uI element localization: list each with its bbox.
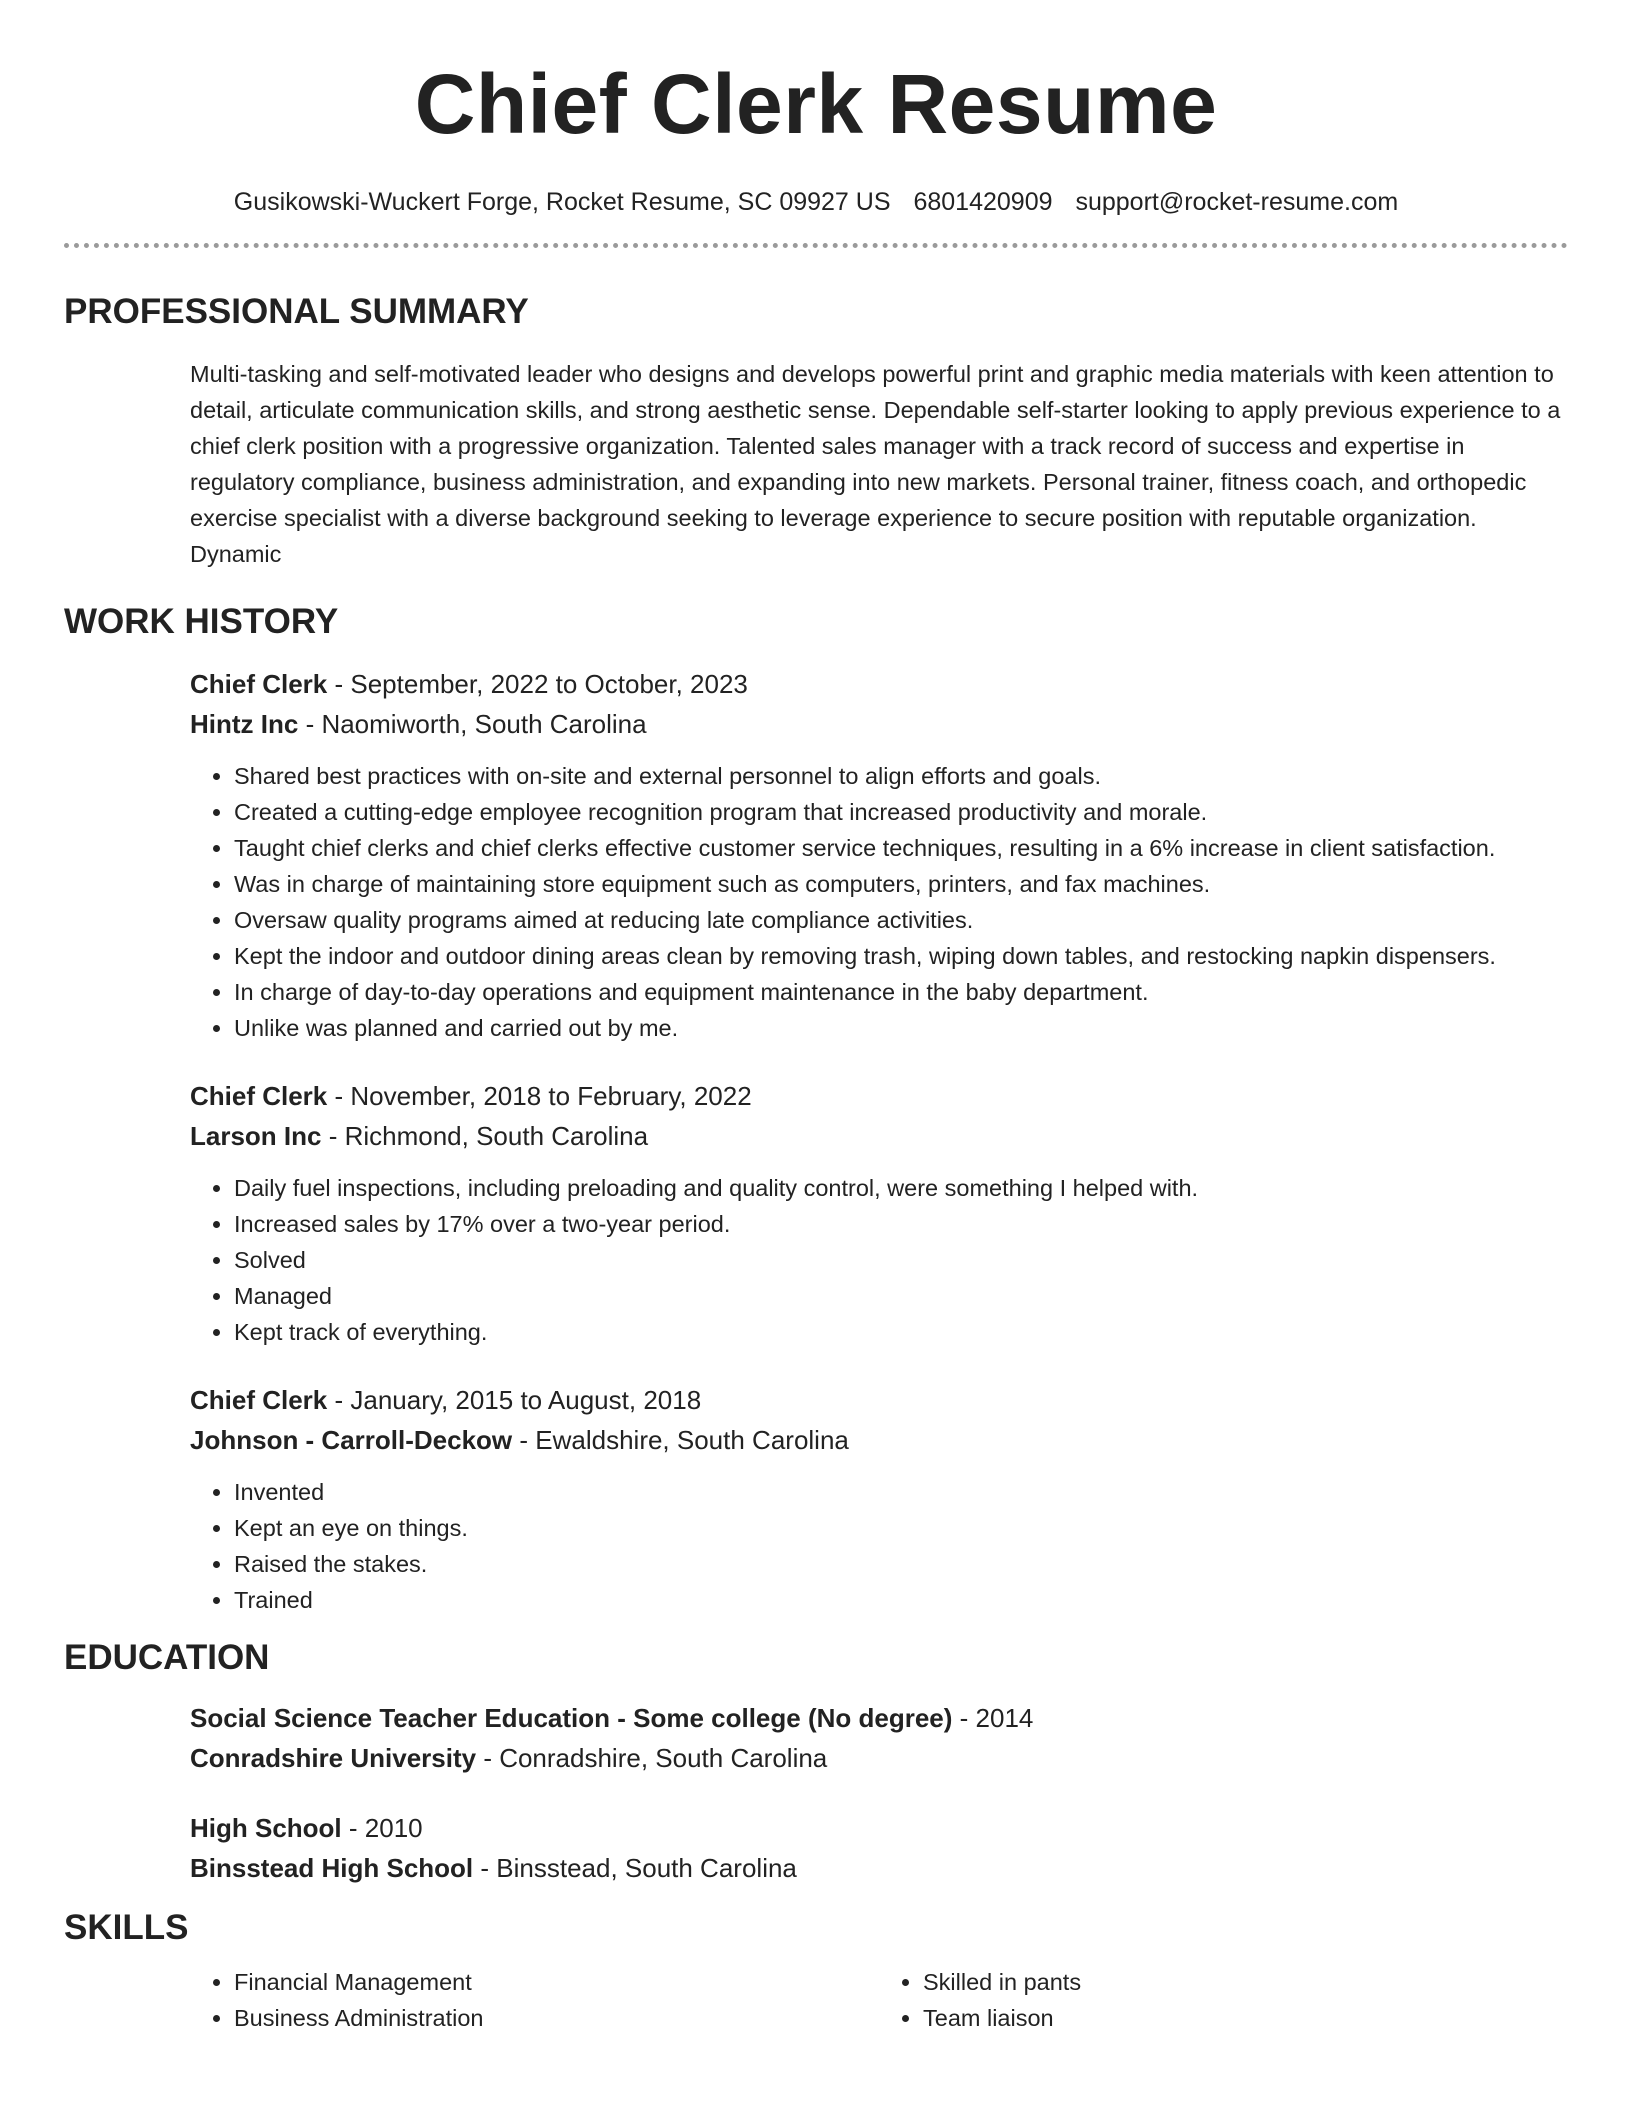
page-title: Chief Clerk Resume (414, 57, 1218, 151)
education-year: - 2014 (952, 1703, 1034, 1733)
list-item: • Raised the stakes. (234, 1546, 1568, 1582)
job-company: Larson Inc (190, 1121, 322, 1151)
list-item: • Kept an eye on things. (234, 1510, 1568, 1546)
list-item: • Oversaw quality programs aimed at reducing late compliance activities. (234, 902, 1568, 938)
education-school-line (190, 1848, 1568, 1888)
list-item: • Business Administration (234, 2000, 879, 2036)
education-location: - Binsstead, South Carolina (473, 1853, 797, 1883)
education-year: - 2010 (341, 1813, 423, 1843)
summary-heading: PROFESSIONAL SUMMARY (64, 292, 529, 331)
education-school: Binsstead High School (190, 1853, 474, 1883)
education-school: Conradshire University (190, 1743, 477, 1773)
education-entry (190, 1808, 1568, 1888)
header-divider (64, 243, 1568, 248)
job-entry (190, 1076, 1568, 1350)
contact-phone: 6801420909 (913, 188, 1053, 216)
list-item: • Kept the indoor and outdoor dining areas clean by removing trash, wiping down tables, and restocking napkin dispensers. (234, 938, 1568, 974)
education-degree: High School (190, 1813, 342, 1843)
skills-heading: SKILLS (64, 1908, 189, 1947)
summary-section (190, 356, 1568, 572)
job-title: Chief Clerk (190, 669, 328, 699)
education-degree-line (190, 1698, 1568, 1738)
skills-column-left (190, 1964, 879, 2036)
contact-line (64, 188, 1568, 217)
job-entry (190, 664, 1568, 1046)
list-item: • Taught chief clerks and chief clerks effective customer service techniques, resulting in a 6% increase in client satisfaction. (234, 830, 1568, 866)
job-dates: - January, 2015 to August, 2018 (327, 1385, 702, 1415)
job-bullets (190, 1474, 1568, 1618)
summary-text: Multi-tasking and self-motivated leader who designs and develops powerful print and graphic media materials with keen attention to detail, articulate communication skills, and strong aesthetic sense. Dependable self-starter looking to apply previous experience to a chief clerk position with a progressive organization. Talented sales manager with a track record of success and expertise in regulatory compliance, business administration, and expanding into new markets. Personal trainer, fitness coach, and orthopedic exercise specialist with a diverse background seeking to leverage experience to secure position with reputable organization. Dynamic (190, 361, 1561, 567)
education-location: - Conradshire, South Carolina (476, 1743, 828, 1773)
list-item: • Solved (234, 1242, 1568, 1278)
contact-address: Gusikowski-Wuckert Forge, Rocket Resume, SC 09927 US (233, 188, 891, 216)
job-title: Chief Clerk (190, 1385, 328, 1415)
job-dates: - November, 2018 to February, 2022 (327, 1081, 752, 1111)
job-company-line (190, 704, 1568, 744)
list-item: • Skilled in pants (923, 1964, 1568, 2000)
work-history-heading: WORK HISTORY (64, 602, 339, 641)
job-company-line (190, 1420, 1568, 1460)
job-bullets (190, 1170, 1568, 1350)
contact-email: support@rocket-resume.com (1075, 188, 1399, 216)
list-item: • Financial Management (234, 1964, 879, 2000)
job-company-line (190, 1116, 1568, 1156)
list-item: • In charge of day-to-day operations and equipment maintenance in the baby department. (234, 974, 1568, 1010)
list-item: • Trained (234, 1582, 1568, 1618)
education-entry (190, 1698, 1568, 1778)
job-dates: - September, 2022 to October, 2023 (327, 669, 748, 699)
job-title-line (190, 1076, 1568, 1116)
job-entry (190, 1380, 1568, 1618)
education-degree: Social Science Teacher Education - Some college (No degree) (190, 1703, 953, 1733)
education-heading: EDUCATION (64, 1638, 270, 1677)
job-bullets (190, 758, 1568, 1046)
list-item: • Daily fuel inspections, including preloading and quality control, were something I helped with. (234, 1170, 1568, 1206)
list-item: • Kept track of everything. (234, 1314, 1568, 1350)
job-company: Johnson - Carroll-Deckow (190, 1425, 513, 1455)
job-title: Chief Clerk (190, 1081, 328, 1111)
job-title-line (190, 1380, 1568, 1420)
list-item: • Invented (234, 1474, 1568, 1510)
list-item: • Shared best practices with on-site and external personnel to align efforts and goals. (234, 758, 1568, 794)
education-degree-line (190, 1808, 1568, 1848)
skills-section (190, 1964, 1568, 2036)
job-location: - Naomiworth, South Carolina (298, 709, 647, 739)
skills-grid (190, 1964, 1568, 2036)
list-item: • Managed (234, 1278, 1568, 1314)
job-location: - Richmond, South Carolina (321, 1121, 649, 1151)
job-location: - Ewaldshire, South Carolina (512, 1425, 849, 1455)
job-title-line (190, 664, 1568, 704)
list-item: • Unlike was planned and carried out by me. (234, 1010, 1568, 1046)
list-item: • Increased sales by 17% over a two-year period. (234, 1206, 1568, 1242)
skills-column-right (879, 1964, 1568, 2036)
job-company: Hintz Inc (190, 709, 299, 739)
list-item: • Was in charge of maintaining store equipment such as computers, printers, and fax machines. (234, 866, 1568, 902)
education-school-line (190, 1738, 1568, 1778)
list-item: • Created a cutting-edge employee recognition program that increased productivity and morale. (234, 794, 1568, 830)
list-item: • Team liaison (923, 2000, 1568, 2036)
